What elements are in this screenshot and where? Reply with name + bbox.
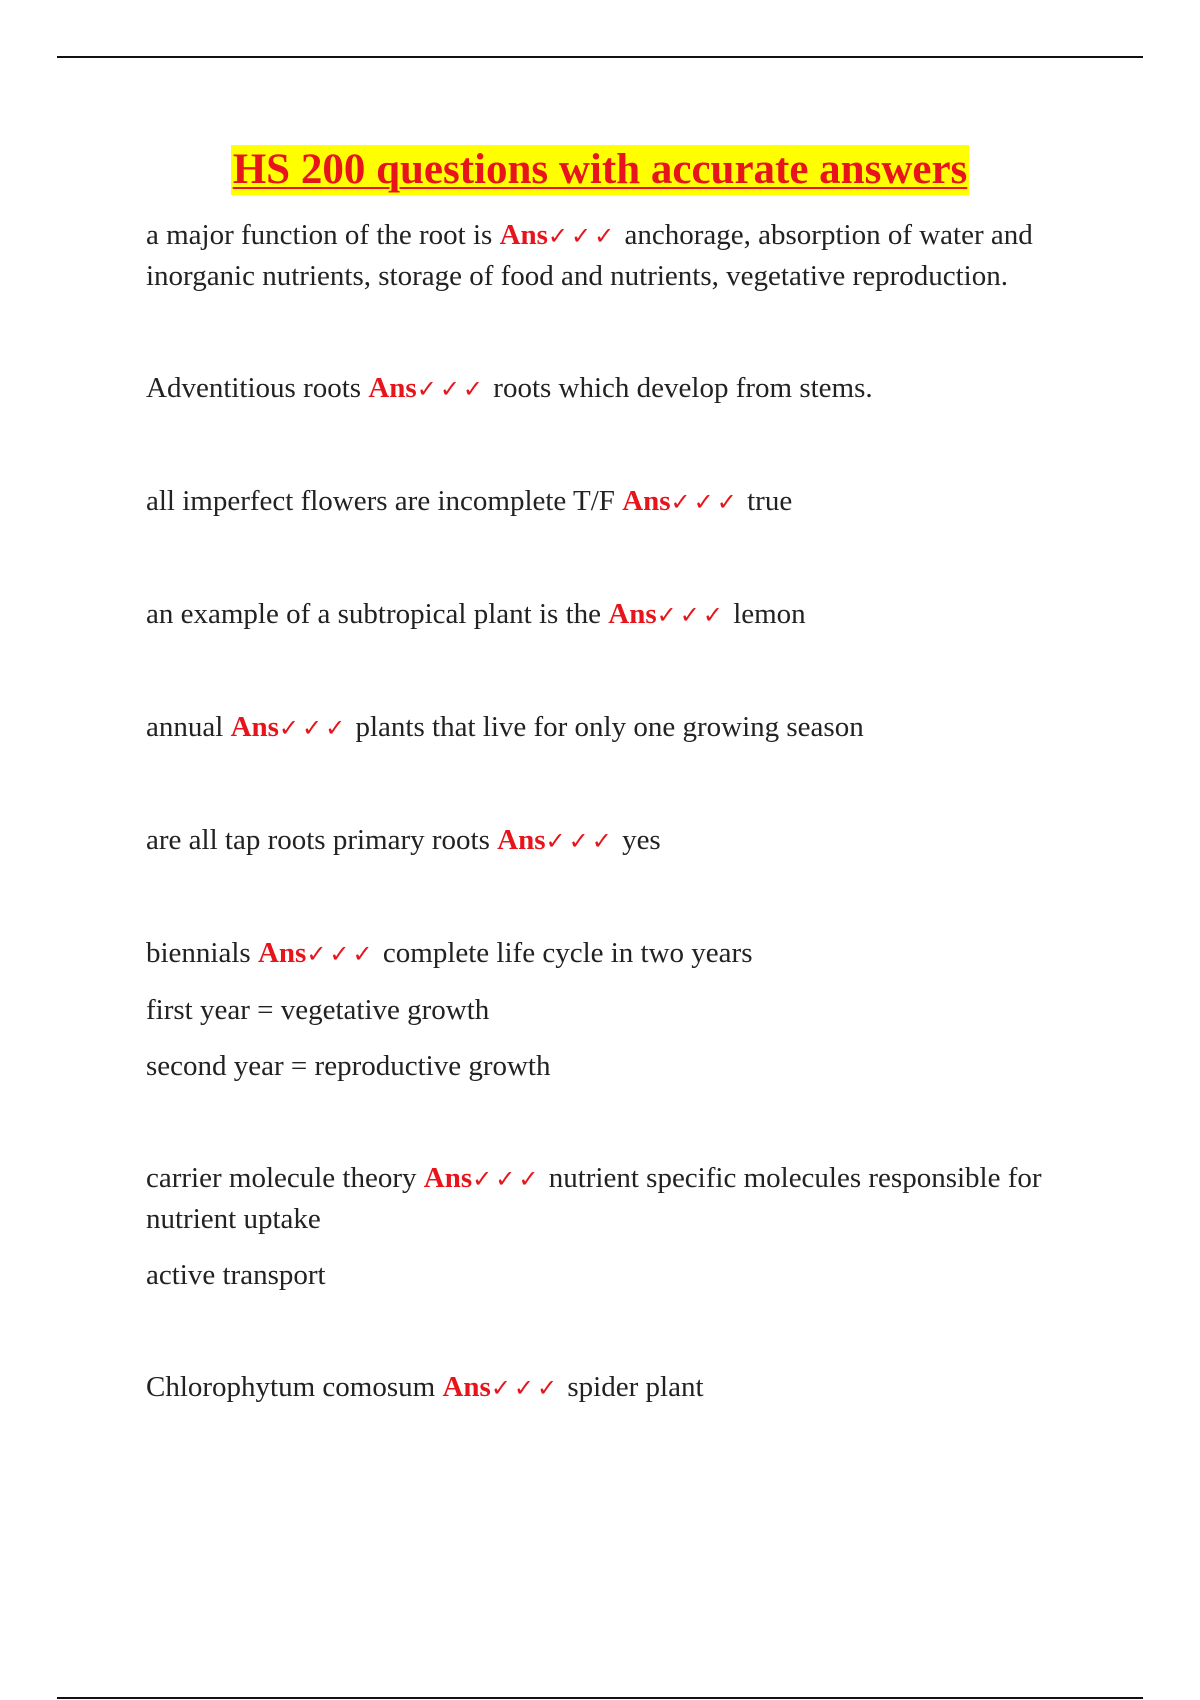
qa-item [146,368,1106,409]
qa-line [146,1367,1106,1408]
ans-label: Ans [497,824,546,856]
question-text: an example of a subtropical plant is the [146,598,601,630]
extra-line: second year = reproductive growth [146,1050,551,1082]
answer-text: roots which develop from stems. [493,372,873,404]
qa-line [146,368,1106,409]
question-text: carrier molecule theory [146,1162,417,1194]
qa-line [146,215,1106,296]
header-rule [57,56,1143,58]
extra-line: first year = vegetative growth [146,994,490,1026]
question-text: annual [146,711,224,743]
answer-text: complete life cycle in two years [382,937,753,969]
check-icon: ✓✓✓ [306,940,376,968]
check-icon: ✓✓✓ [656,601,726,629]
question-text: are all tap roots primary roots [146,824,490,856]
question-text: biennials [146,937,251,969]
question-text: Adventitious roots [146,372,362,404]
question-text: all imperfect flowers are incomplete T/F [146,485,615,517]
document-title: HS 200 questions with accurate answers [232,146,968,193]
question-text: a major function of the root is [146,219,493,251]
qa-item [146,1158,1106,1295]
answer-text: true [747,485,793,517]
qa-item [146,215,1106,296]
check-icon: ✓✓✓ [490,1374,561,1402]
answer-text: nutrient specific molecules responsible for nutrient uptake [146,1162,1042,1235]
answer-text: anchorage, absorption of water and inorganic nutrients, storage of food and nutrients, vegetative reproduction. [146,219,1033,292]
qa-list [146,215,1106,1480]
check-icon: ✓✓✓ [278,714,349,742]
qa-item [146,594,1106,635]
qa-line [146,820,1106,861]
qa-line [146,1158,1106,1239]
question-text: Chlorophytum comosum [146,1371,436,1403]
qa-item [146,820,1106,861]
ans-label: Ans [442,1371,491,1403]
ans-label: Ans [622,485,671,517]
extra-line: active transport [146,1259,326,1291]
qa-item [146,481,1106,522]
ans-label: Ans [230,711,279,743]
check-icon: ✓✓✓ [416,375,487,403]
answer-text: yes [622,824,661,856]
answer-text: lemon [733,598,806,630]
qa-line [146,707,1106,748]
check-icon: ✓✓✓ [670,488,740,516]
answer-text: spider plant [567,1371,704,1403]
qa-line [146,481,1106,522]
ans-label: Ans [608,598,657,630]
ans-label: Ans [257,937,307,969]
qa-item [146,707,1106,748]
check-icon: ✓✓✓ [547,222,618,250]
check-icon: ✓✓✓ [545,827,615,855]
qa-line [146,594,1106,635]
title-container [0,145,1200,195]
answer-text: plants that live for only one growing season [355,711,864,743]
qa-item [146,1367,1106,1408]
ans-label: Ans [423,1162,473,1194]
footer-rule [57,1697,1143,1699]
ans-label: Ans [499,219,548,251]
qa-item [146,933,1106,1086]
qa-line [146,933,1106,974]
check-icon: ✓✓✓ [472,1165,542,1193]
ans-label: Ans [368,372,417,404]
